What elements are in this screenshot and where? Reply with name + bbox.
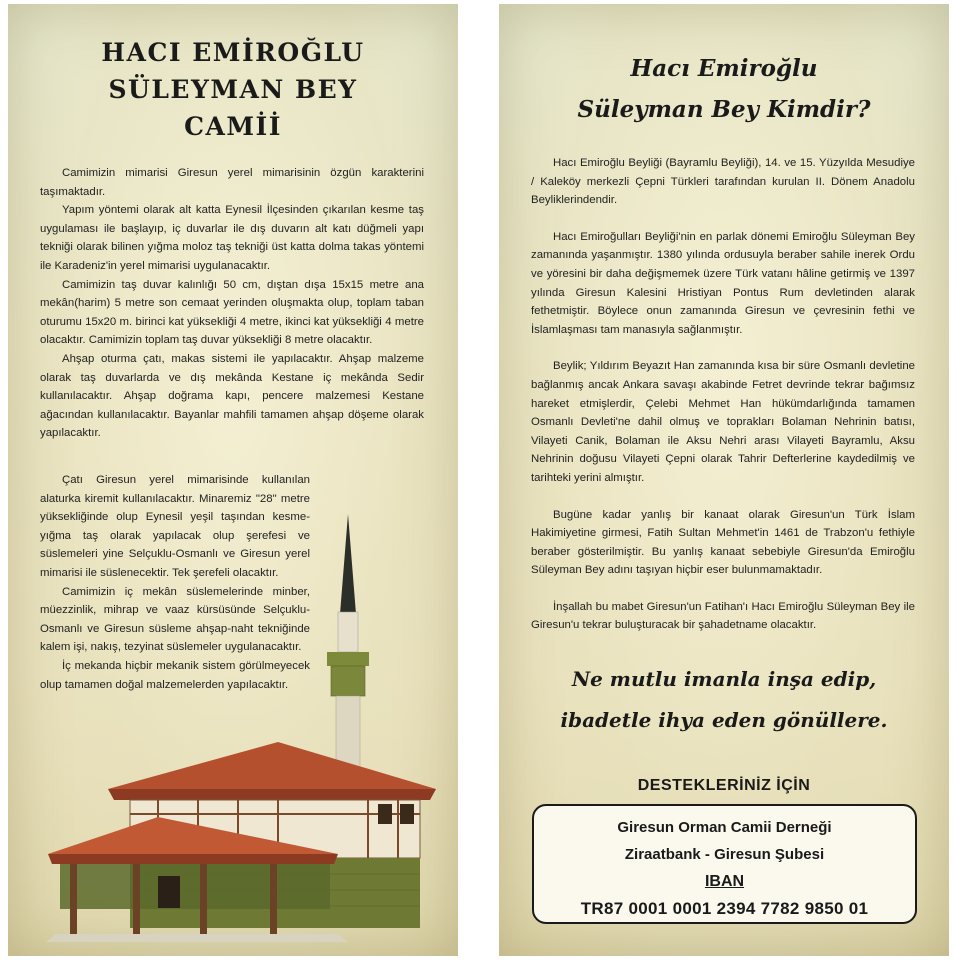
association-name: Giresun Orman Camii Derneği	[617, 819, 832, 836]
title-line: HACI EMİROĞLU	[101, 38, 365, 67]
paragraph: Camimizin iç mekân süslemelerinde minber, müezzinlik, mihrap ve vaaz kürsüsünde Selçuklu-Osmanlı ve Giresun süsleme ahşap-naht tekniğinde kalem işi, nakış, tezyinat süslemeler uygulanacaktır.	[40, 585, 310, 654]
slogan-line: ibadetle ihya eden gönüllere.	[560, 708, 888, 732]
paragraph: Bugüne kadar yanlış bir kanaat olarak Giresun'un Türk İslam Hakimiyetine girmesi, Fatih Sultan Mehmet'in 1461 de Trabzon'u fethiyle beraber gösterilmiştir. Bu yanlış kanaat sebebiyle Giresun'da Emiroğlu Süleyman Bey adını taşıyan hiçbir eser bulunmamaktadır.	[531, 508, 915, 577]
right-brochure-panel	[499, 4, 949, 956]
mosque-title	[8, 34, 458, 145]
iban-number[interactable]: TR87 0001 0001 2394 7782 9850 01	[580, 899, 869, 918]
paragraph: Yapım yöntemi olarak alt katta Eynesil İlçesinden çıkarılan kesme taş uygulaması ile başlayıp, iç duvarlar ile dış duvarın alt katı düğmeli yapı tekniği olarak bilinen yığma moloz taş tekniği üst katta dolma takas yöntemi ile Karadeniz'in yerel mimarisi uygulanacaktır.	[40, 204, 424, 272]
mosque-illustration	[38, 504, 438, 944]
architecture-text	[40, 164, 424, 443]
left-brochure-panel	[8, 4, 458, 956]
paragraph: İnşallah bu mabet Giresun'un Fatihan'ı Hacı Emiroğlu Süleyman Bey ile Giresun'u tekrar buluşturacak bir şahadetname olacaktır.	[531, 600, 915, 632]
paragraph: Beylik; Yıldırım Beyazıt Han zamanında kısa bir süre Osmanlı devletine bağlanmış ancak Ankara savaşı akabinde Fetret devrinde tekrar bağımsız hareket etmişlerdir, Çelebi Mehmet Han hükümdarlığında tamamen Osmanlı Devleti'ne dahil olmuş ve toprakları Bolaman Nehrinin batısı, Vilayeti Canik, Bolaman ile Aksu Nehri arası Vilayeti Bayramlu, Aksu Nehrinin doğusu Vilayeti Çepni olarak Tahrir Defterlerine kaydedilmiş ve tarihteki yerini almıştır.	[531, 360, 915, 484]
title-line: Süleyman Bey Kimdir?	[577, 96, 871, 123]
bank-branch: Ziraatbank - Giresun Şubesi	[624, 846, 825, 863]
paragraph: Ahşap oturma çatı, makas sistemi ile yapılacaktır. Ahşap malzeme olarak taş duvarlarda ve dış mekânda Kestane iç mekânda Sedir kullanılacaktır. Ahşap doğrama kapı, pencere malzemesi Kestane ağacından kullanılacaktır. Bayanlar mahfili tamamen ahşap döşeme olarak yapılacaktır.	[40, 352, 424, 440]
paragraph: Çatı Giresun yerel mimarisinde kullanılan alaturka kiremit kullanılacaktır. Minaremiz "28" metre yüksekliğinde olup Eynesil yeşil taşından kesme-yığma taş olarak yapılacak olup şerefesi ve süslemeleri yine Selçuklu-Osmanlı ve Giresun yerel mimarisi ile süslenecektir. Tek şerefeli olacaktır.	[40, 474, 310, 579]
paragraph: Camimizin mimarisi Giresun yerel mimarisinin özgün karakterini taşımaktadır.	[40, 167, 424, 198]
paragraph: Hacı Emiroğlu Beyliği (Bayramlu Beyliği), 14. ve 15. Yüzyılda Mesudiye / Kaleköy merkezli Çepni Türkleri tarafından kurulan II. Dönem Anadolu Beyliklerindendir.	[531, 157, 915, 207]
support-heading: DESTEKLERİNİZ İÇİN	[637, 777, 811, 794]
paragraph: Hacı Emiroğulları Beyliği'nin en parlak dönemi Emiroğlu Süleyman Bey zamanında yaşanmıştır. 1380 yılında ordusuyla beraber sahile inerek Ordu ve yöresini bir daha değişmemek üzere Türk vatanı hâline getirmiş ve 1397 yılında Giresun Kalesini Hristiyan Pontus Rum devletinden alarak fethetmiştir. Böylece onun zamanında Giresun ve çevresinin fethi ve İslamlaşması tam manasıyla sağlanmıştır.	[531, 230, 915, 336]
iban-label: IBAN	[704, 873, 745, 890]
slogan-line: Ne mutlu imanla inşa edip,	[571, 667, 877, 691]
bank-info-box	[532, 804, 917, 924]
slogan	[499, 659, 949, 741]
paragraph: İç mekanda hiçbir mekanik sistem görülmeyecek olup tamamen doğal malzemelerden yapılacaktır.	[40, 659, 310, 691]
title-line: SÜLEYMAN BEY	[108, 75, 358, 104]
title-line: Hacı Emiroğlu	[630, 55, 818, 82]
title-line: CAMİİ	[184, 112, 282, 141]
history-text	[531, 154, 915, 635]
who-is-title	[499, 48, 949, 130]
paragraph: Camimizin taş duvar kalınlığı 50 cm, dıştan dışa 15x15 metre ana mekân(harim) 5 metre son cemaat yerinden oluşmakta olup, toplam taban oturumu 15x20 m. birinci kat yüksekliği 4 metre, ikinci kat yüksekliği 4 metre olacaktır. Camimizin toplam taş duvar yüksekliği 8 metre olacaktır.	[40, 278, 424, 347]
